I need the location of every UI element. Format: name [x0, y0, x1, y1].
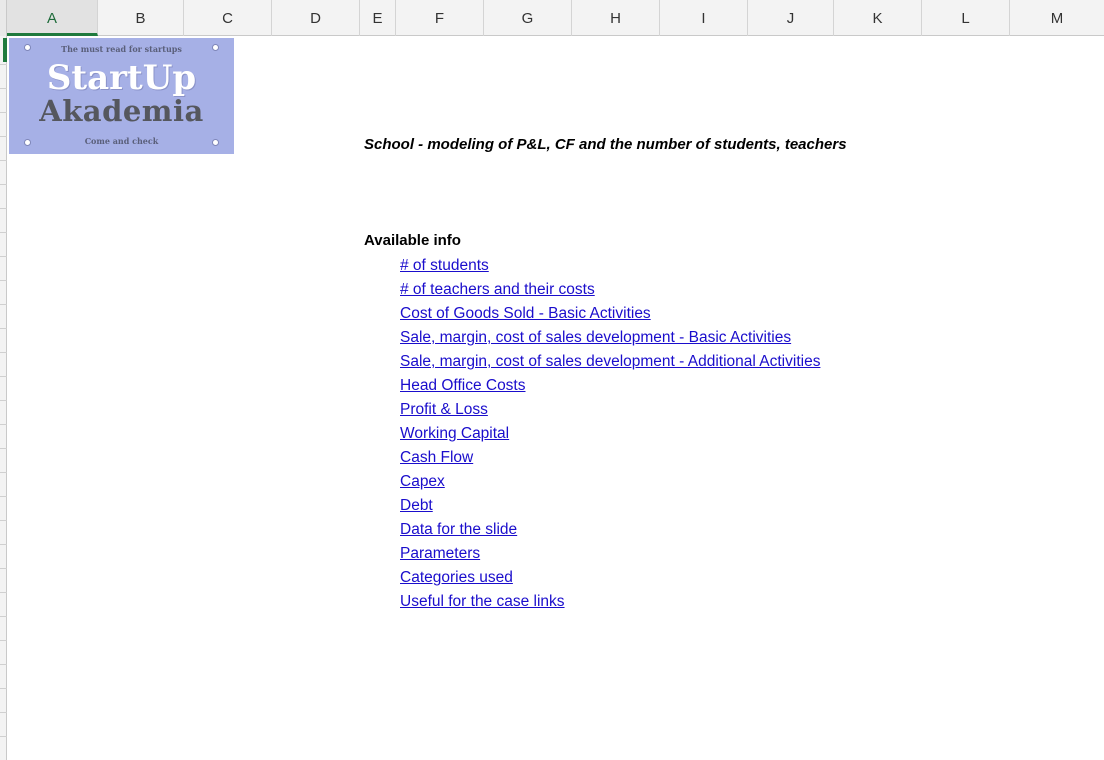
sheet-title: School - modeling of P&L, CF and the number of students, teachers: [364, 136, 847, 153]
link-working-capital[interactable]: Working Capital: [400, 425, 510, 442]
selected-row-indicator: [3, 38, 7, 62]
column-header-b[interactable]: B: [98, 0, 184, 36]
link-teachers-and-costs[interactable]: # of teachers and their costs: [400, 281, 595, 298]
row-divider: [0, 568, 7, 569]
logo-tagline-top: The must read for startups: [61, 44, 182, 54]
row-divider: [0, 280, 7, 281]
row-divider: [0, 664, 7, 665]
row-divider: [0, 184, 7, 185]
row-divider: [0, 640, 7, 641]
row-divider: [0, 736, 7, 737]
column-header-k[interactable]: K: [834, 0, 922, 36]
column-header-d[interactable]: D: [272, 0, 360, 36]
link-sales-additional-activities[interactable]: Sale, margin, cost of sales development - Additional Activities: [400, 353, 821, 370]
column-header-g[interactable]: G: [484, 0, 572, 36]
row-divider: [0, 352, 7, 353]
column-header-bar: [0, 0, 1104, 36]
link-profit-and-loss[interactable]: Profit & Loss: [400, 401, 488, 418]
row-divider: [0, 496, 7, 497]
link-useful-case-links[interactable]: Useful for the case links: [400, 593, 565, 610]
row-divider: [0, 256, 7, 257]
row-divider: [0, 688, 7, 689]
link-parameters[interactable]: Parameters: [400, 545, 481, 562]
link-head-office-costs[interactable]: Head Office Costs: [400, 377, 526, 394]
row-divider: [0, 376, 7, 377]
link-categories-used[interactable]: Categories used: [400, 569, 513, 586]
link-sales-basic-activities[interactable]: Sale, margin, cost of sales development - Basic Activities: [400, 329, 792, 346]
row-divider: [0, 232, 7, 233]
link-cash-flow[interactable]: Cash Flow: [400, 449, 474, 466]
row-divider: [0, 424, 7, 425]
startup-akademia-logo[interactable]: [9, 38, 234, 154]
link-capex[interactable]: Capex: [400, 473, 445, 490]
column-header-j[interactable]: J: [748, 0, 834, 36]
row-divider: [0, 64, 7, 65]
link-list: [400, 256, 820, 616]
link-data-for-slide[interactable]: Data for the slide: [400, 521, 518, 538]
column-header-c[interactable]: C: [184, 0, 272, 36]
link-debt[interactable]: Debt: [400, 497, 433, 514]
row-divider: [0, 112, 7, 113]
select-all-corner[interactable]: [0, 0, 7, 36]
row-divider: [0, 400, 7, 401]
logo-tagline-bottom: Come and check: [84, 136, 159, 146]
logo-wordmark-startup: StartUp: [46, 58, 197, 98]
link-number-of-students[interactable]: # of students: [400, 257, 489, 274]
row-divider: [0, 88, 7, 89]
row-divider: [0, 712, 7, 713]
row-divider: [0, 520, 7, 521]
row-divider: [0, 328, 7, 329]
row-divider: [0, 160, 7, 161]
row-divider: [0, 208, 7, 209]
row-divider: [0, 304, 7, 305]
link-cost-of-goods-sold[interactable]: Cost of Goods Sold - Basic Activities: [400, 305, 651, 322]
row-divider: [0, 592, 7, 593]
column-header-h[interactable]: H: [572, 0, 660, 36]
row-divider: [0, 472, 7, 473]
available-info-heading: Available info: [364, 232, 461, 249]
row-divider: [0, 448, 7, 449]
row-divider: [0, 544, 7, 545]
row-header-strip[interactable]: [0, 36, 7, 760]
column-header-a[interactable]: A: [7, 0, 98, 36]
row-divider: [0, 136, 7, 137]
column-header-i[interactable]: I: [660, 0, 748, 36]
column-header-e[interactable]: E: [360, 0, 396, 36]
row-divider: [0, 616, 7, 617]
logo-wordmark-akademia: Akademia: [39, 94, 204, 128]
column-header-f[interactable]: F: [396, 0, 484, 36]
column-header-l[interactable]: L: [922, 0, 1010, 36]
column-header-m[interactable]: M: [1050, 10, 1064, 27]
